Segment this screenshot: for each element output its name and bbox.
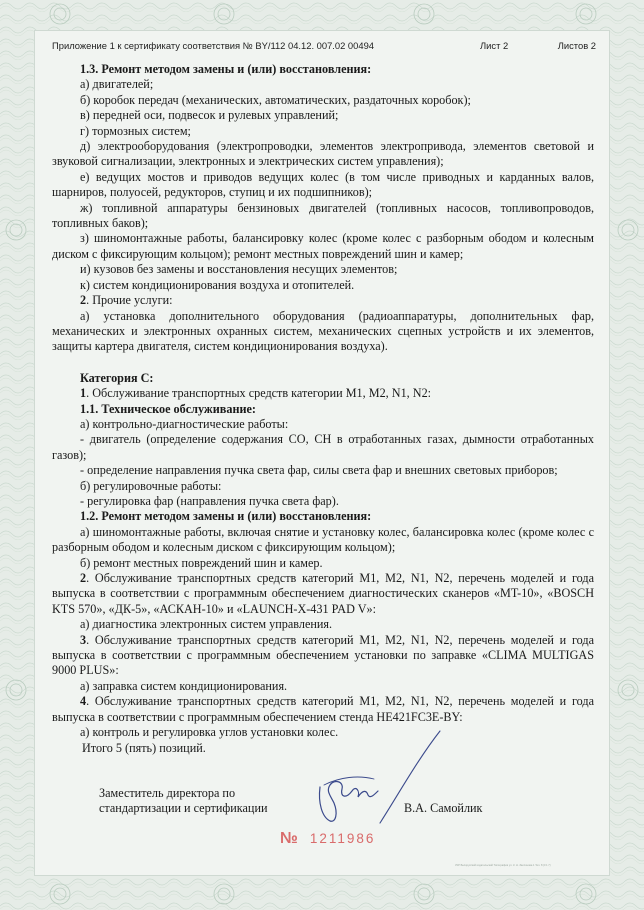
form-serial-number — [280, 830, 375, 848]
document-body — [52, 62, 594, 740]
category-c-section-3 — [52, 633, 594, 679]
section-2-heading — [52, 293, 594, 308]
list-item: - двигатель (определение содержания СО, СН в отработанных газах, дымности отработанных газов); — [52, 432, 594, 462]
list-item: а) контрольно-диагностические работы: — [80, 416, 289, 431]
section-1-3-heading: 1.3. Ремонт методом замены и (или) восстановления: — [80, 62, 372, 76]
list-item: б) ремонт местных повреждений шин и камер. — [80, 555, 323, 570]
list-item: а) двигателей; — [80, 77, 154, 92]
sheets-total: Листов 2 — [557, 40, 596, 51]
section-1-1-heading: 1.1. Техническое обслуживание: — [80, 401, 256, 416]
section-number: 4 — [80, 694, 87, 709]
signatory-name: В.А. Самойлик — [404, 801, 483, 815]
section-text: . Обслуживание транспортных средств категорий M1, M2, N1, N2, перечень моделей и года выпуска в соответствии с программным обеспечением установки по заправке «CLIMA MULTIGAS 9000 PLUS»: — [52, 632, 594, 678]
list-item: а) шиномонтажные работы, включая снятие и установку колес, балансировка колес (кроме колес с разборным ободом и колесным диском с фиксирующим кольцом); — [52, 524, 594, 555]
section-number: 2 — [80, 571, 87, 585]
appendix-reference: Приложение 1 к сертификату соответствия № BY/112 04.12. 007.02 00494 — [52, 40, 375, 51]
spacer — [52, 355, 594, 371]
section-text: . Обслуживание транспортных средств категорий M1, M2, N1, N2, перечень моделей и года выпуска в соответствии с программным обеспечением диагностических сканеров «MT-10», «BOSCH KTS 570», «ДК-5», «АСКАН-10» и «LAUNCH-X-431 PAD V»: — [52, 571, 594, 616]
list-item: - регулировка фар (направления пучка света фар). — [80, 493, 339, 508]
total-positions: Итого 5 (пять) позиций. — [82, 741, 206, 755]
category-c-section-2 — [52, 571, 594, 617]
serial-prefix: № — [280, 830, 300, 847]
list-item: к) систем кондиционирования воздуха и отопителей. — [80, 277, 355, 292]
section-title: . Прочие услуги: — [86, 293, 173, 308]
list-item: а) диагностика электронных систем управления. — [80, 617, 333, 632]
section-number: 2 — [80, 293, 87, 308]
section-title: . Обслуживание транспортных средств категории M1, M2, N1, N2: — [86, 386, 432, 401]
list-item: а) контроль и регулировка углов установки колес. — [80, 725, 339, 740]
category-c-heading: Категория С: — [80, 370, 154, 385]
list-item: б) коробок передач (механических, автоматических, раздаточных коробок); — [80, 92, 471, 107]
section-1-2-heading: 1.2. Ремонт методом замены и (или) восстановления: — [80, 509, 372, 524]
category-c-section-4 — [52, 694, 594, 725]
signatory-title-line: Заместитель директора по — [99, 786, 236, 800]
section-number: 3 — [80, 632, 87, 647]
section-number: 1 — [80, 386, 87, 401]
list-item: з) шиномонтажные работы, балансировку колес (кроме колес с разборным ободом и колесным диском с фиксирующим кольцом); ремонт местных повреждений шин и камер; — [52, 231, 594, 261]
serial-value: 1211986 — [309, 831, 376, 846]
list-item: д) электрооборудования (электропроводки, элементов электропривода, элементов световой и звуковой сигнализации, электронных и электрических систем управления); — [52, 139, 594, 169]
list-item: в) передней оси, подвесок и рулевых управлений; — [80, 108, 339, 123]
signatory-title — [99, 786, 268, 817]
list-item: е) ведущих мостов и приводов ведущих колес (в том числе приводных и карданных валов, шарниров, полуосей, редукторов, ступиц и их подшипников); — [52, 169, 594, 200]
list-item: а) установка дополнительного оборудования (радиоаппаратуры, дополнительных фар, механических и электронных охранных систем, механических сцепных устройств и их элементов, защиты картера двигателя, систем кондиционирования воздуха). — [52, 308, 594, 354]
category-c-section-1 — [52, 386, 594, 401]
signatory-title-line: стандартизации и сертификации — [99, 801, 268, 816]
list-item: ж) топливной аппаратуры бензиновых двигателей (топливных насосов, топливопроводов, топливных баков); — [52, 200, 594, 231]
list-item: б) регулировочные работы: — [80, 478, 222, 493]
sheet-number: Лист 2 — [480, 40, 509, 51]
list-item: - определение направления пучка света фар, силы света фар и внешних световых приборов; — [80, 463, 558, 478]
list-item: и) кузовов без замены и восстановления несущих элементов; — [80, 262, 398, 277]
printer-imprint: УКР Белорусский издательский Типография ул. К. Н. Заслонова 1 Тел. 8 (0 1 7) — [455, 864, 551, 867]
list-item: а) заправка систем кондиционирования. — [80, 678, 288, 693]
handwritten-signature — [300, 725, 450, 835]
list-item: г) тормозных систем; — [80, 123, 191, 138]
section-text: . Обслуживание транспортных средств категорий M1, M2, N1, N2, перечень моделей и года выпуска в соответствии с программным обеспечением стенда HE421FC3E-BY: — [52, 694, 594, 724]
